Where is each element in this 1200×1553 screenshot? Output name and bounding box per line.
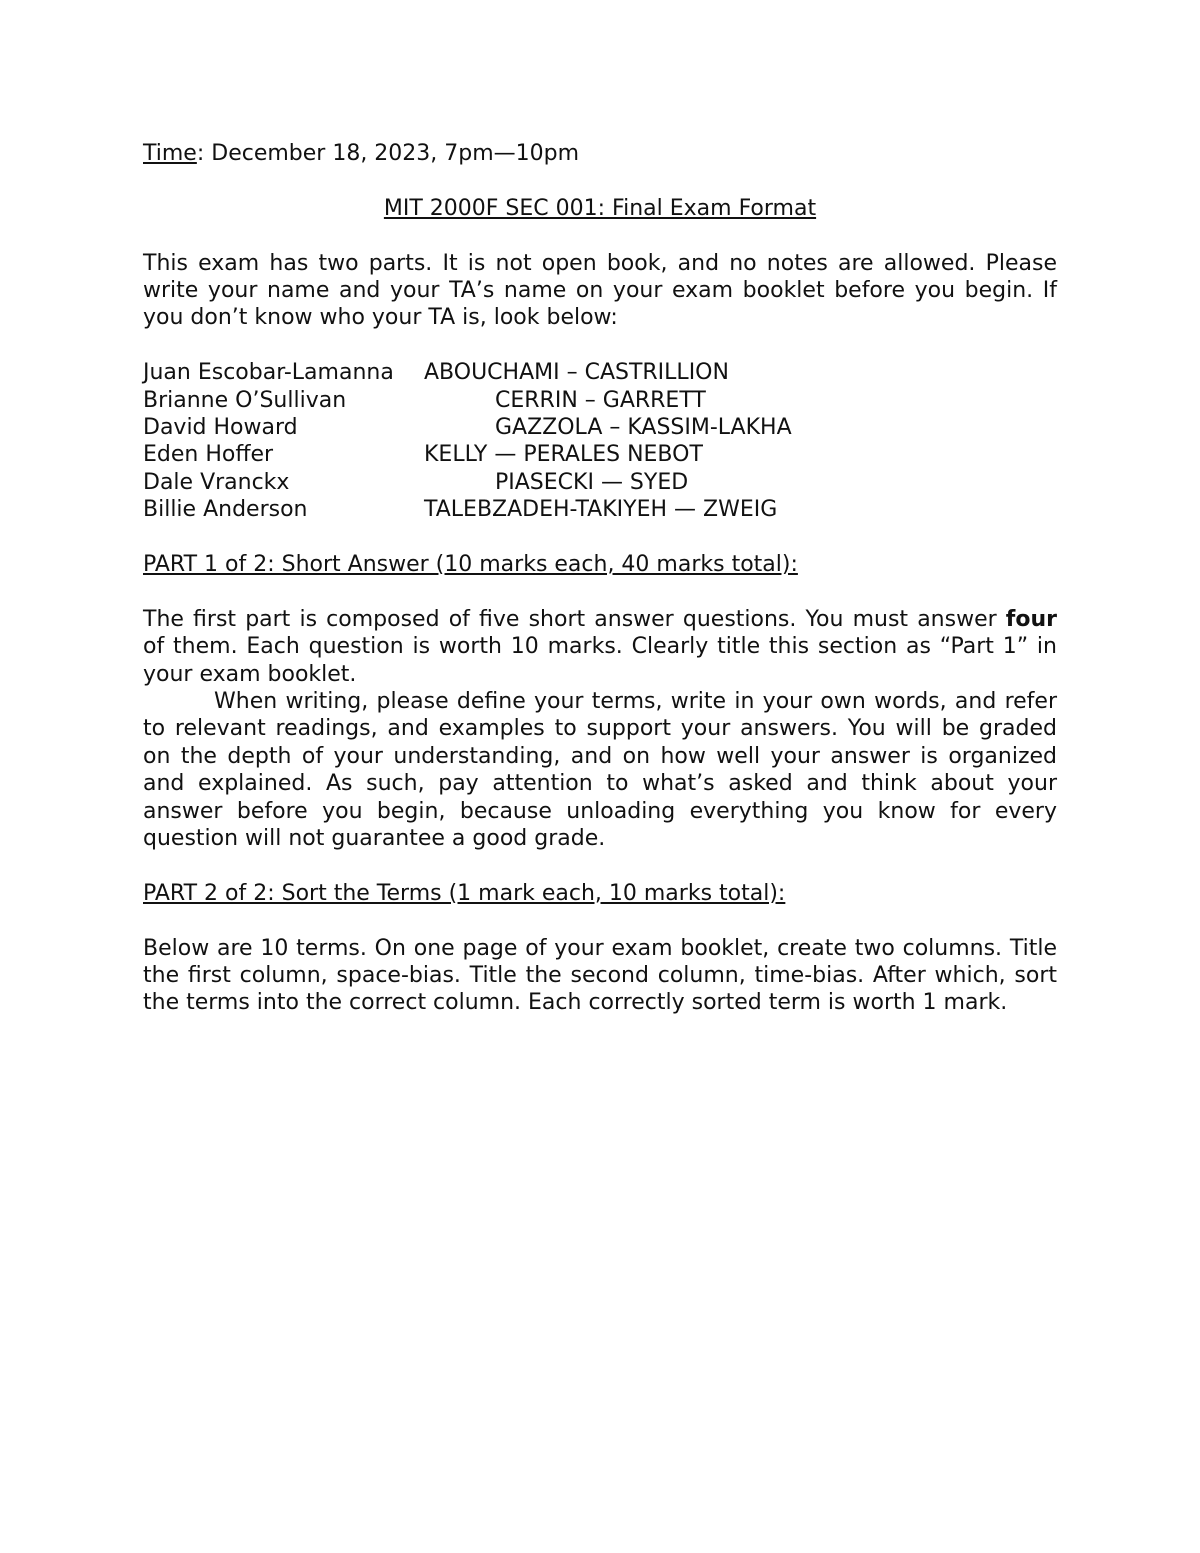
time-label: Time [143, 141, 197, 166]
ta-row [143, 496, 1057, 523]
ta-name: Brianne O’Sullivan [143, 387, 347, 413]
part2-paragraph: Below are 10 terms. On one page of your exam booklet, create two columns. Title the first column, space-bias. Title the second column, time-bias. After which, sort the terms into the correct column. Each correctly sorted term is worth 1 mark. [143, 935, 1057, 1016]
part1-paragraph-2: When writing, please define your terms, write in your own words, and refer to relevant readings, and examples to support your answers. You will be graded on the depth of your understanding, and on how well your answer is organized and explained. As such, pay attention to what’s asked and think about your answer before you begin, because unloading everything you know for every question will not guarantee a good grade. [143, 689, 1057, 852]
ta-range: TALEBZADEH-TAKIYEH — ZWEIG [424, 497, 778, 523]
time-value: : December 18, 2023, 7pm—10pm [196, 141, 580, 166]
part2-heading: PART 2 of 2: Sort the Terms (1 mark each, 10 marks total): [143, 880, 786, 906]
intro-paragraph: This exam has two parts. It is not open book, and no notes are allowed. Please write your name and your TA’s name on your exam booklet before you begin. If you don’t know who your TA is, look below: [143, 250, 1057, 331]
ta-range: KELLY — PERALES NEBOT [424, 442, 703, 468]
document-title: MIT 2000F SEC 001: Final Exam Format [383, 195, 817, 221]
ta-name: Dale Vranckx [143, 469, 290, 495]
part1-heading: PART 1 of 2: Short Answer (10 marks each, 40 marks total): [143, 552, 798, 578]
time-line [143, 140, 1057, 167]
ta-row [143, 441, 1057, 468]
ta-range: GAZZOLA – KASSIM-LAKHA [495, 415, 792, 441]
part1-paragraph-1: The first part is composed of five short answer questions. You must answer four of them. Each question is worth 10 marks. Clearly title this section as “Part 1” in your exam booklet. [143, 606, 1057, 687]
ta-range: PIASECKI — SYED [495, 469, 689, 495]
ta-row [143, 387, 1057, 414]
ta-name: Billie Anderson [143, 497, 308, 523]
exam-page [143, 140, 1057, 1017]
ta-range: ABOUCHAMI – CASTRILLION [424, 360, 729, 386]
ta-row [143, 414, 1057, 441]
ta-row [143, 359, 1057, 386]
emphasis-four: four [1005, 606, 1057, 632]
ta-list [143, 359, 1057, 523]
ta-range: CERRIN – GARRETT [495, 387, 706, 413]
ta-row [143, 469, 1057, 496]
ta-name: Juan Escobar-Lamanna [143, 360, 394, 386]
ta-name: David Howard [143, 415, 298, 441]
ta-name: Eden Hoffer [143, 442, 274, 468]
